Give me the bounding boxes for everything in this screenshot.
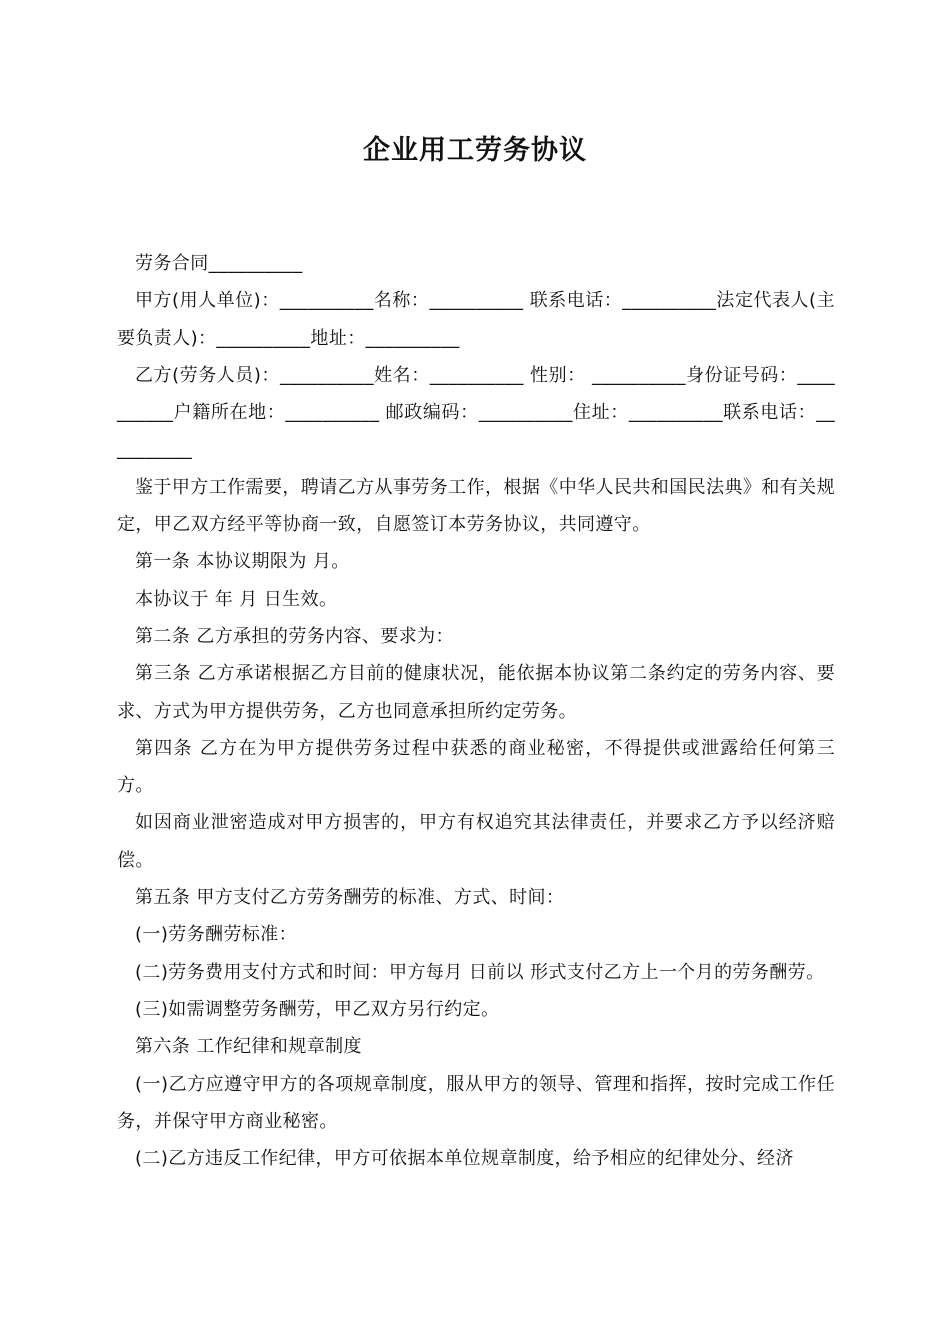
- article-3: 第三条 乙方承诺根据乙方目前的健康状况，能依据本协议第二条约定的劳务内容、要求、方式为甲方提供劳务，乙方也同意承担所约定劳务。: [117, 663, 835, 722]
- article-6-item-1: (一)乙方应遵守甲方的各项规章制度，服从甲方的领导、管理和指挥，按时完成工作任务，并保守甲方商业秘密。: [117, 1073, 835, 1132]
- party-a-info: 甲方(用人单位)：__________名称：__________ 联系电话：__________法定代表人(主要负责人)：__________地址：__________: [117, 290, 835, 349]
- article-5-item-1: (一)劳务酬劳标准：: [135, 924, 298, 946]
- preamble: 鉴于甲方工作需要，聘请乙方从事劳务工作，根据《中华人民共和国民法典》和有关规定，甲乙双方经平等协商一致，自愿签订本劳务协议，共同遵守。: [117, 476, 835, 536]
- article-1: 第一条 本协议期限为 月。: [135, 551, 350, 573]
- party-b-info: 乙方(劳务人员)：__________姓名：__________ 性别： __________身份证号码：__________户籍所在地：__________ 邮政编码：__________住址：__________联系电话：__________: [117, 364, 835, 461]
- article-6: 第六条 工作纪律和规章制度: [135, 1036, 362, 1058]
- article-5: 第五条 甲方支付乙方劳务酬劳的标准、方式、时间：: [135, 887, 565, 909]
- contract-number-line: 劳务合同__________: [135, 253, 303, 274]
- article-5-item-3: (三)如需调整劳务酬劳，甲乙双方另行约定。: [135, 998, 500, 1020]
- document-body: [117, 245, 835, 1177]
- document-title: 企业用工劳务协议: [363, 135, 587, 166]
- article-4-liability: 如因商业泄密造成对甲方损害的，甲方有权追究其法律责任，并要求乙方予以经济赔偿。: [117, 812, 835, 871]
- article-5-item-2: (二)劳务费用支付方式和时间：甲方每月 日前以 形式支付乙方上一个月的劳务酬劳。: [135, 961, 825, 983]
- article-2: 第二条 乙方承担的劳务内容、要求为：: [135, 625, 454, 647]
- article-4: 第四条 乙方在为甲方提供劳务过程中获悉的商业秘密，不得提供或泄露给任何第三方。: [117, 737, 835, 797]
- article-6-item-2: (二)乙方违反工作纪律，甲方可依据本单位规章制度，给予相应的纪律处分、经济: [135, 1148, 794, 1170]
- effective-date: 本协议于 年 月 日生效。: [135, 588, 338, 610]
